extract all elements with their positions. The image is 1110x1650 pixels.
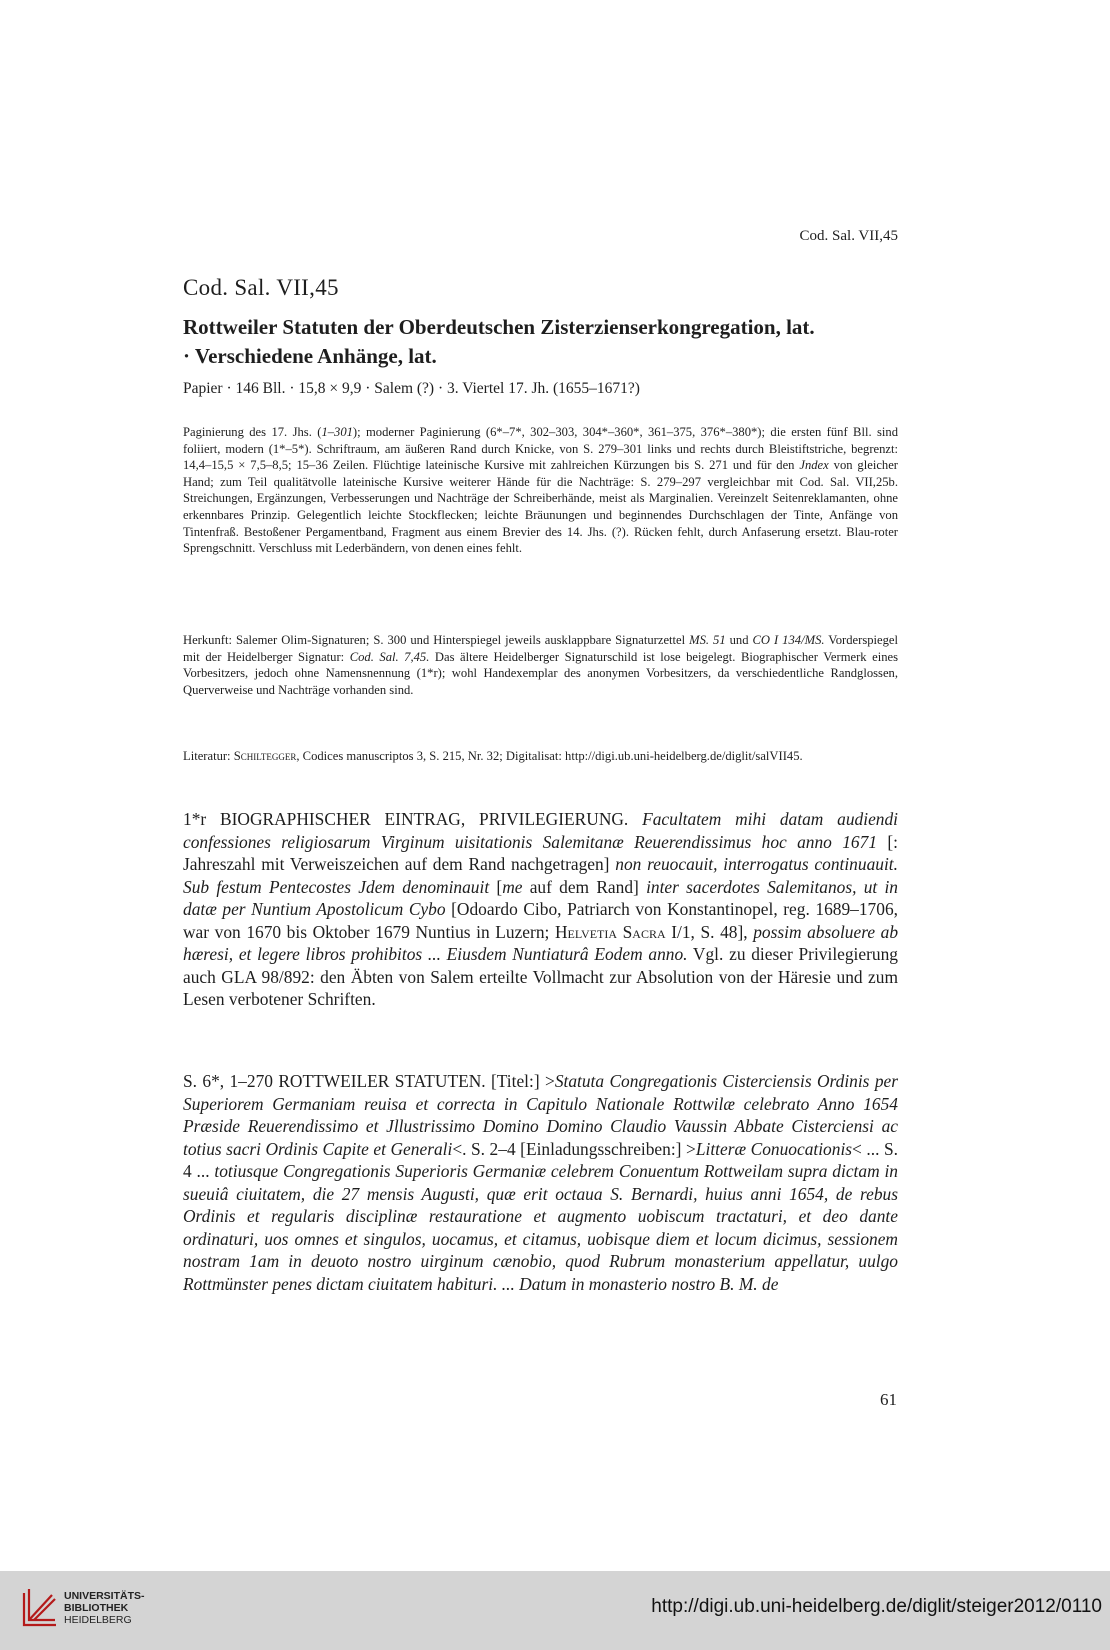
- page-number: 61: [880, 1390, 897, 1409]
- shelfmark-heading: Cod. Sal. VII,45: [183, 275, 339, 300]
- codicological-description: Paginierung des 17. Jhs. (1–301); moderner Paginierung (6*–7*, 302–303, 304*–360*, 361–375, 376*–380*); die ersten fünf Bll. sind foliiert, modern (1*–5*). Schriftraum, am äußeren Rand durch Knicke, von S. 279–301 links und rechts durch Bleistiftstriche, begrenzt: 14,4–15,5 × 7,5–8,5; 15–36 Zeilen. Flüchtige lateinische Kursive mit zahlreichen Kürzungen bis S. 271 und für den Jndex von gleicher Hand; zum Teil qualitätvolle lateinische Kursive weiterer Hände für die Nachträge: S. 279–297 vergleichbar mit Cod. Sal. VII,25b. Streichungen, Ergänzungen, Verbesserungen und Nachträge der Schreiberhände, meist als Marginalien. Vereinzelt Seitenreklamanten, ohne erkennbares Prinzip. Gelegentlich leichte Stockflecken; leichte Bräunungen und beginnendes Durchschlagen der Tinte, Anfänge von Tintenfraß. Bestoßener Pergamentband, Fragment aus einem Brevier des 14. Jhs. (?). Rücken fehlt, durch Anfaserung ersetzt. Blau-roter Sprengschnitt. Verschluss mit Lederbändern, von denen eines fehlt.: [183, 425, 898, 556]
- entry-title-line1: Rottweiler Statuten der Oberdeutschen Zisterzienserkongregation, lat.: [183, 315, 815, 339]
- university-library-logo-icon: [22, 1587, 58, 1627]
- running-head: Cod. Sal. VII,45: [799, 228, 898, 244]
- physical-description-line: Papier · 146 Bll. · 15,8 × 9,9 · Salem (?) · 3. Viertel 17. Jh. (1655–1671?): [183, 380, 640, 397]
- literature-paragraph: Literatur: Schiltegger, Codices manuscriptos 3, S. 215, Nr. 32; Digitalisat: http://digi.ub.uni-heidelberg.de/diglit/salVII45.: [183, 749, 803, 763]
- footer-bar: [0, 1571, 1110, 1650]
- provenance-paragraph: Herkunft: Salemer Olim-Signaturen; S. 300 und Hinterspiegel jeweils ausklappbare Signaturzettel MS. 51 und CO I 134/MS. Vorderspiegel mit der Heidelberger Signatur: Cod. Sal. 7,45. Das ältere Heidelberger Signaturschild ist lose beigelegt. Biographischer Vermerk eines Vorbesitzers, jedoch ohne Namensnennung (1*r); wohl Handexemplar des anonymen Vorbesitzers, da verschiedentliche Randglossen, Querverweise und Nachträge vorhanden sind.: [183, 633, 898, 697]
- entry-title: [183, 313, 898, 371]
- digitized-page-url-link[interactable]: http://digi.ub.uni-heidelberg.de/diglit/steiger2012/0110: [651, 1596, 1102, 1617]
- library-name: UNIVERSITÄTS- BIBLIOTHEK HEIDELBERG: [64, 1590, 145, 1626]
- content-entry-statutes: S. 6*, 1–270 ROTTWEILER STATUTEN. [Titel:] >Statuta Congregationis Cisterciensis Ordinis per Superiorem Germaniam reuisa et correcta in Capitulo Nationale Rottwilæ celebrato Anno 1654 Præside Reuerendissimo et Jllustrissimo Domino Domino Claudio Vaussin Abbate Cisterciensi ac totius sacri Ordinis Capite et Generali<. S. 2–4 [Einladungsschreiben:] >Litteræ Conuocationis< ... S. 4 ... totiusque Congregationis Superioris Germaniæ celebrem Conuentum Rottweilam supra dictam in sueuiâ ciuitatem, die 27 mensis Augusti, quæ erit octaua S. Bernardi, huius anni 1654, de rebus Ordinis et regularis disciplinæ restauratione et augmento uobiscum tractaturi, et deo dante ordinaturi, uos omnes et singulos, uocamus, et citamus, uobisque diem et locum dicimus, sessionem nostram 1am in deuoto nostro uirginum cænobio, quod Rubrum monasterium appellatur, uulgo Rottmünster penes dictam ciuitatem habituri. ... Datum in monasterio nostro B. M. de: [183, 1071, 898, 1294]
- entry-title-line2: · Verschiedene Anhänge, lat.: [183, 344, 437, 368]
- content-entry-biographical: 1*r BIOGRAPHISCHER EINTRAG, PRIVILEGIERUNG. Facultatem mihi datam audiendi confessiones religiosarum Virginum uisitationis Salemitanæ Reuerendissimus hoc anno 1671 [: Jahreszahl mit Verweiszeichen auf dem Rand nachgetragen] non reuocauit, interrogatus continuauit. Sub festum Pentecostes Jdem denominauit [me auf dem Rand] inter sacerdotes Salemitanos, ut in datæ per Nuntium Apostolicum Cybo [Odoardo Cibo, Patriarch von Konstantinopel, reg. 1689–1706, war von 1670 bis Oktober 1679 Nuntius in Luzern; Helvetia Sacra I/1, S. 48], possim absoluere ab hæresi, et legere libros prohibitos ... Eiusdem Nuntiaturâ Eodem anno. Vgl. zu dieser Privilegierung auch GLA 98/892: den Äbten von Salem erteilte Vollmacht zur Absolution von der Häresie und zum Lesen verbotener Schriften.: [183, 809, 899, 1009]
